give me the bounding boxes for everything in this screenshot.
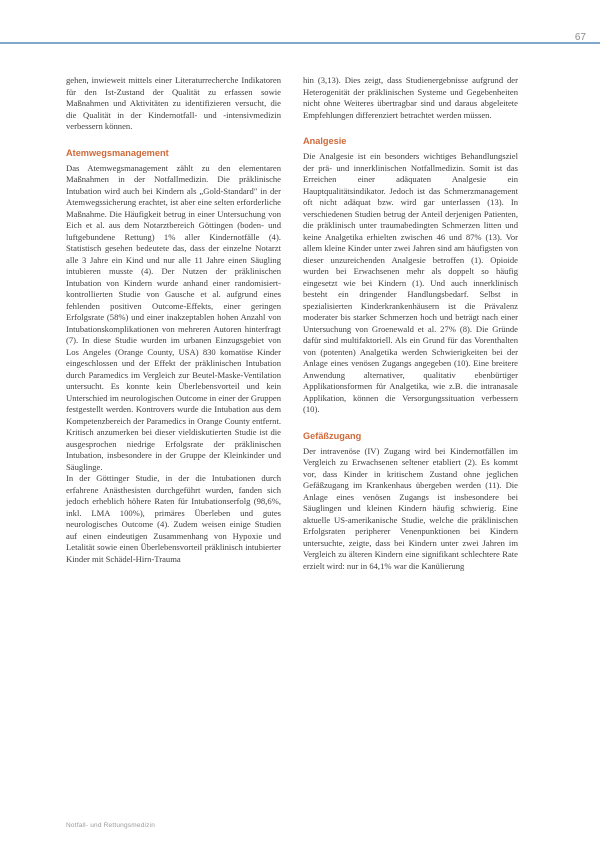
right-column [303,75,518,572]
right-intro-paragraph: hin (3,13). Dies zeigt, dass Studienergebnisse aufgrund der Heterogenität der präklinischen Systeme und Gegebenheiten nicht ohne Weiteres übertragbar sind und daraus abgeleitete Empfehlungen differenziert betrachtet werden müssen. [303,75,518,120]
section-heading-atemwegsmanagement: Atemwegsmanagement [66,147,169,158]
atemwegsmanagement-paragraph-2: In der Göttinger Studie, in der die Intubationen durch erfahrene Anästhesisten durchgeführt wurden, fanden sich jedoch erheblich höhere Raten für Intubationserfolg (98,6%, inkl. LMA 100%), primäres Überleben und gutes neurologisches Outcome (4). Zudem weisen einige Studien auf einen eindeutigen Zusammenhang von Hypoxie und Letalität sowie einen Überlebensvorteil präklinisch intubierter Kinder mit Schädel-Hirn-Trauma [66,473,281,564]
left-column [66,75,281,565]
analgesie-paragraph: Die Analgesie ist ein besonders wichtiges Behandlungsziel der prä- und innerklinischen Notfallmedizin. Somit ist das Erreichen einer adäquaten Analgesie ein Hauptqualitätsindikator. Jedoch ist das Schmerzmanagement oft nicht adäquat bzw. wird gar unterlassen (13). In verschiedenen Studien betrug der Anteil derjenigen Patienten, die präklinisch unter traumabedingten Schmerzen litten und keine Analgetika erhielten zwischen 46 und 87% (13). Vor allem kleine Kinder unter zwei Jahren sind am häufigsten von dieser unzureichenden Analgesie betroffen (1). Opioide wurden bei Erwachsenen mehr als doppelt so häufig eingesetzt wie bei Kindern (1). Und auch innerklinisch besteht ein dringender Handlungsbedarf. Selbst in spezialisierten Kinderkrankenhäusern ist die Prävalenz moderater bis starker Schmerzen hoch und beträgt nach einer Untersuchung von Groenewald et al. 27% (8). Die Gründe dafür sind multifaktoriell. Als ein Grund für das Vorenthalten von (potenten) Analgetika werden Schwierigkeiten bei der Anlage eines venösen Zugangs angegeben (10). Eine breitere Anwendung alternativer, qualitativ ebenbürtiger Applikationsformen für Analgetika, wie z.B. die intranasale Applikation, können die Versorgungssituation verbessern (10). [303,151,518,414]
atemwegsmanagement-paragraph-1: Das Atemwegsmanagement zählt zu den elementaren Maßnahmen in der Notfallmedizin. Die präklinische Intubation wird auch bei Kindern als „Gold-Standard" in der Atemwegssicherung erachtet, ist aber eine selten erforderliche Maßnahme. Die Häufigkeit betrug in einer Untersuchung von Eich et al. aus dem Notarztbereich Göttingen (boden- und luftgebundene Rettung) 1% aller Kindernotfälle (4). Statistisch gesehen bedeutete das, dass der einzelne Notarzt alle 3 Jahre ein Kind und nur alle 11 Jahre einen Säugling intubieren musste (4). Der Nutzen der präklinischen Intubation von Kindern wurde anhand einer randomisiert-kontrollierten Studie von Gausche et al. aufgrund eines fehlenden positiven Outcome-Effekts, einer geringen Erfolgsrate (58%) und einer inakzeptablen hohen Anzahl von Intubationskomplikationen von mehreren Autoren hinterfragt (7). In diese Studie wurden im urbanen Einzugsgebiet von Los Angeles (Orange County, USA) 830 komatöse Kinder eingeschlossen und der Effekt der präklinischen Intubation durch Paramedics im Vergleich zur Beutel-Maske-Ventilation untersucht. Es konnte kein Überlebensvorteil und kein Unterschied im neurologischen Outcome in einer der Gruppen festgestellt werden. Kontrovers wurde die Intubation aus dem Kompetenzbereich der Paramedics in Orange County entfernt. Kritisch anzumerken bei dieser vieldiskutierten Studie ist die ausgesprochen niedrige Erfolgsrate der präklinischen Intubation, insbesondere in der Gruppe der Kleinkinder und Säuglinge. [66,162,281,472]
left-intro-paragraph: gehen, inwieweit mittels einer Literaturrecherche Indikatoren für den Ist-Zustand der Qualität zu erfassen sowie Maßnahmen und Aktivitäten zu identifizieren versucht, die die Qualität in der Kindernotfall- und -intensivmedizin verbessern können. [66,75,281,131]
page-number: 67 [574,32,586,43]
page-footer: Notfall- und Rettungsmedizin [66,822,156,829]
top-rule [0,42,600,44]
section-heading-gefaesszugang: Gefäßzugang [303,430,362,441]
gefaesszugang-paragraph: Der intravenöse (IV) Zugang wird bei Kindernotfällen im Vergleich zu Erwachsenen seltener etabliert (2). Es kommt vor, dass Kinder in kritischem Zustand ohne jeglichen Gefäßzugang im Krankenhaus übergeben werden (11). Die Anlage eines venösen Zugangs ist insbesondere bei Säuglingen und kleinen Kindern häufig schwierig. Eine aktuelle US-amerikanische Studie, welche die präklinischen Erfolgsraten peripherer Venenpunktionen bei Kindern untersuchte, zeigte, dass bei Kindern unter zwei Jahren im Vergleich zu älteren Kindern eine signifikant schlechtere Rate erzielt wird: nur in 64,1% war die Kanülierung [303,445,518,571]
section-heading-analgesie: Analgesie [303,136,347,146]
